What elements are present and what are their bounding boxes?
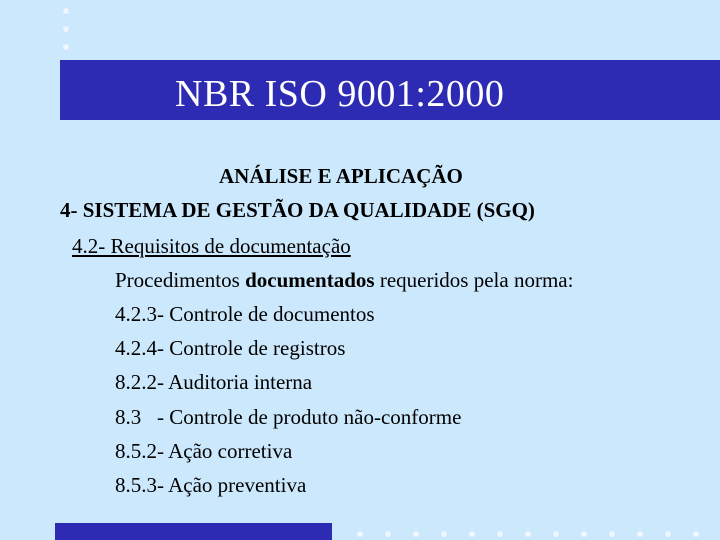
decorative-dot (469, 531, 475, 537)
list-item: 8.3 - Controle de produto não-conforme (115, 405, 462, 429)
decorative-dot (665, 531, 671, 537)
intro-emphasis: documentados (245, 268, 375, 292)
decorative-dot (63, 8, 69, 14)
decorative-dot (441, 531, 447, 537)
decorative-dot (413, 531, 419, 537)
decorative-dot (357, 531, 363, 537)
decorative-dot (609, 531, 615, 537)
decorative-dot (497, 531, 503, 537)
decorative-dot (553, 531, 559, 537)
slide-subtitle: ANÁLISE E APLICAÇÃO (219, 164, 463, 188)
bottom-bar (55, 523, 332, 540)
decorative-dot (525, 531, 531, 537)
intro-suffix: requeridos pela norma: (374, 268, 574, 292)
decorative-dot (637, 531, 643, 537)
intro-line (115, 267, 573, 293)
decorative-dot (63, 26, 69, 32)
list-item: 8.5.3- Ação preventiva (115, 473, 307, 497)
decorative-dot (581, 531, 587, 537)
list-item: 4.2.3- Controle de documentos (115, 302, 375, 326)
slide-title: NBR ISO 9001:2000 (175, 73, 505, 115)
list-item: 8.2.2- Auditoria interna (115, 370, 313, 394)
subsection-heading: 4.2- Requisitos de documentação (72, 234, 351, 258)
section-heading: 4- SISTEMA DE GESTÃO DA QUALIDADE (SGQ) (60, 198, 535, 222)
intro-prefix: Procedimentos (115, 268, 246, 292)
decorative-dot (385, 531, 391, 537)
decorative-dot (693, 531, 699, 537)
list-item: 4.2.4- Controle de registros (115, 336, 346, 360)
list-item: 8.5.2- Ação corretiva (115, 439, 293, 463)
decorative-dot (63, 44, 69, 50)
